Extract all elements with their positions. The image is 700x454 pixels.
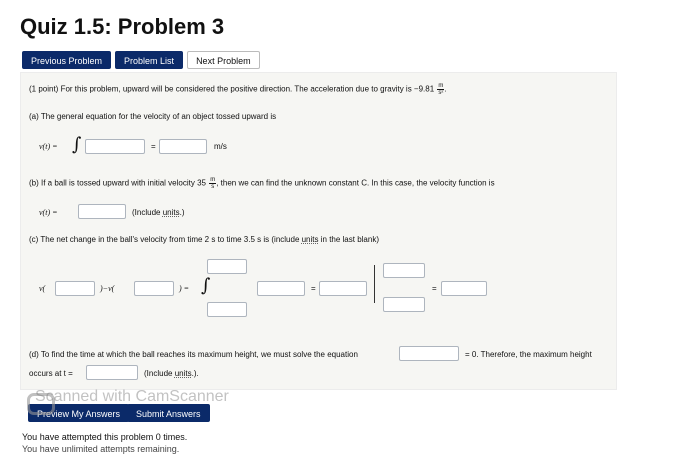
part-c-v-open: v( [39, 284, 46, 293]
preview-answers-button[interactable]: Preview My Answers [28, 404, 129, 422]
part-c-units-link[interactable]: units [301, 235, 319, 244]
part-c-net-change-input[interactable] [441, 281, 487, 296]
part-a-units: m/s [214, 142, 227, 151]
remaining-attempts-status: You have unlimited attempts remaining. [22, 444, 180, 454]
include-suffix: .) [179, 208, 185, 217]
part-c-eval-lower-input[interactable] [383, 297, 425, 312]
part-a-equals: = [151, 142, 156, 151]
part-c-eval-upper-input[interactable] [383, 263, 425, 278]
problem-panel [20, 72, 617, 390]
part-b-include-units [132, 209, 184, 217]
intro-period: . [444, 84, 447, 94]
integral-sign: ∫ [72, 134, 82, 155]
part-c-minus-v: )−v( [100, 284, 115, 293]
part-d-text: (d) To find the time at which the ball reaches its maximum height, we must solve the equation [29, 350, 358, 359]
part-a-integrand-input[interactable] [85, 139, 145, 154]
evaluation-bar [374, 265, 375, 303]
part-b-text-before: (b) If a ball is tossed upward with initial velocity 35 [29, 178, 206, 188]
next-problem-button[interactable]: Next Problem [187, 51, 260, 69]
part-c-integrand-input[interactable] [257, 281, 305, 296]
part-d-time-input[interactable] [86, 365, 138, 380]
part-c-text-before: (c) The net change in the ball's velocity from time 2 s to time 3.5 s is (include [29, 235, 302, 244]
include-suffix: .). [191, 369, 199, 378]
units-help-link[interactable]: units [162, 208, 180, 217]
part-c-equals-1: = [311, 284, 316, 293]
part-c-upper-limit-input[interactable] [207, 259, 247, 274]
part-d-occurs-at: occurs at t = [29, 369, 73, 378]
intro-text: (1 point) For this problem, upward will be considered the positive direction. The acceleration due to gravity is −9.81 [29, 84, 435, 94]
velocity-unit-denominator: s [211, 184, 215, 190]
part-d-equation-input[interactable] [399, 346, 459, 361]
part-b-velocity-input[interactable] [78, 204, 126, 219]
include-prefix: (Include [144, 369, 175, 378]
part-a-lhs: v(t) = [39, 142, 58, 151]
part-a-velocity-input[interactable] [159, 139, 207, 154]
accel-unit-denominator: s² [438, 90, 444, 96]
page-title: Quiz 1.5: Problem 3 [20, 14, 225, 39]
part-c-text [29, 236, 379, 244]
part-b-lhs: v(t) = [39, 208, 58, 217]
part-c-antiderivative-input[interactable] [319, 281, 367, 296]
velocity-unit-numerator: m [210, 177, 216, 183]
previous-problem-button[interactable]: Previous Problem [22, 51, 111, 69]
part-c-time1-input[interactable] [55, 281, 95, 296]
part-d-include-units [144, 370, 199, 378]
part-d-equals-zero: = 0. Therefore, the maximum height [465, 350, 592, 359]
scanner-watermark: Scanned with CamScanner [35, 388, 229, 405]
attempts-status: You have attempted this problem 0 times. [22, 432, 188, 442]
problem-intro [29, 83, 447, 96]
units-help-link[interactable]: units [174, 369, 192, 378]
problem-nav [22, 51, 260, 69]
part-c-integral-sign: ∫ [201, 275, 211, 296]
part-c-text-after: in the last blank) [318, 235, 379, 244]
include-prefix: (Include [132, 208, 163, 217]
part-c-close-eq: ) = [179, 284, 190, 293]
part-b-text [29, 177, 495, 190]
submit-answers-button[interactable]: Submit Answers [127, 404, 210, 422]
accel-unit-numerator: m [438, 83, 444, 89]
part-a-text: (a) The general equation for the velocity of an object tossed upward is [29, 112, 277, 121]
part-c-equals-2: = [432, 284, 437, 293]
problem-list-button[interactable]: Problem List [115, 51, 183, 69]
part-c-time2-input[interactable] [134, 281, 174, 296]
part-c-lower-limit-input[interactable] [207, 302, 247, 317]
part-b-text-after: , then we can find the unknown constant C. In this case, the velocity function is [216, 178, 495, 188]
